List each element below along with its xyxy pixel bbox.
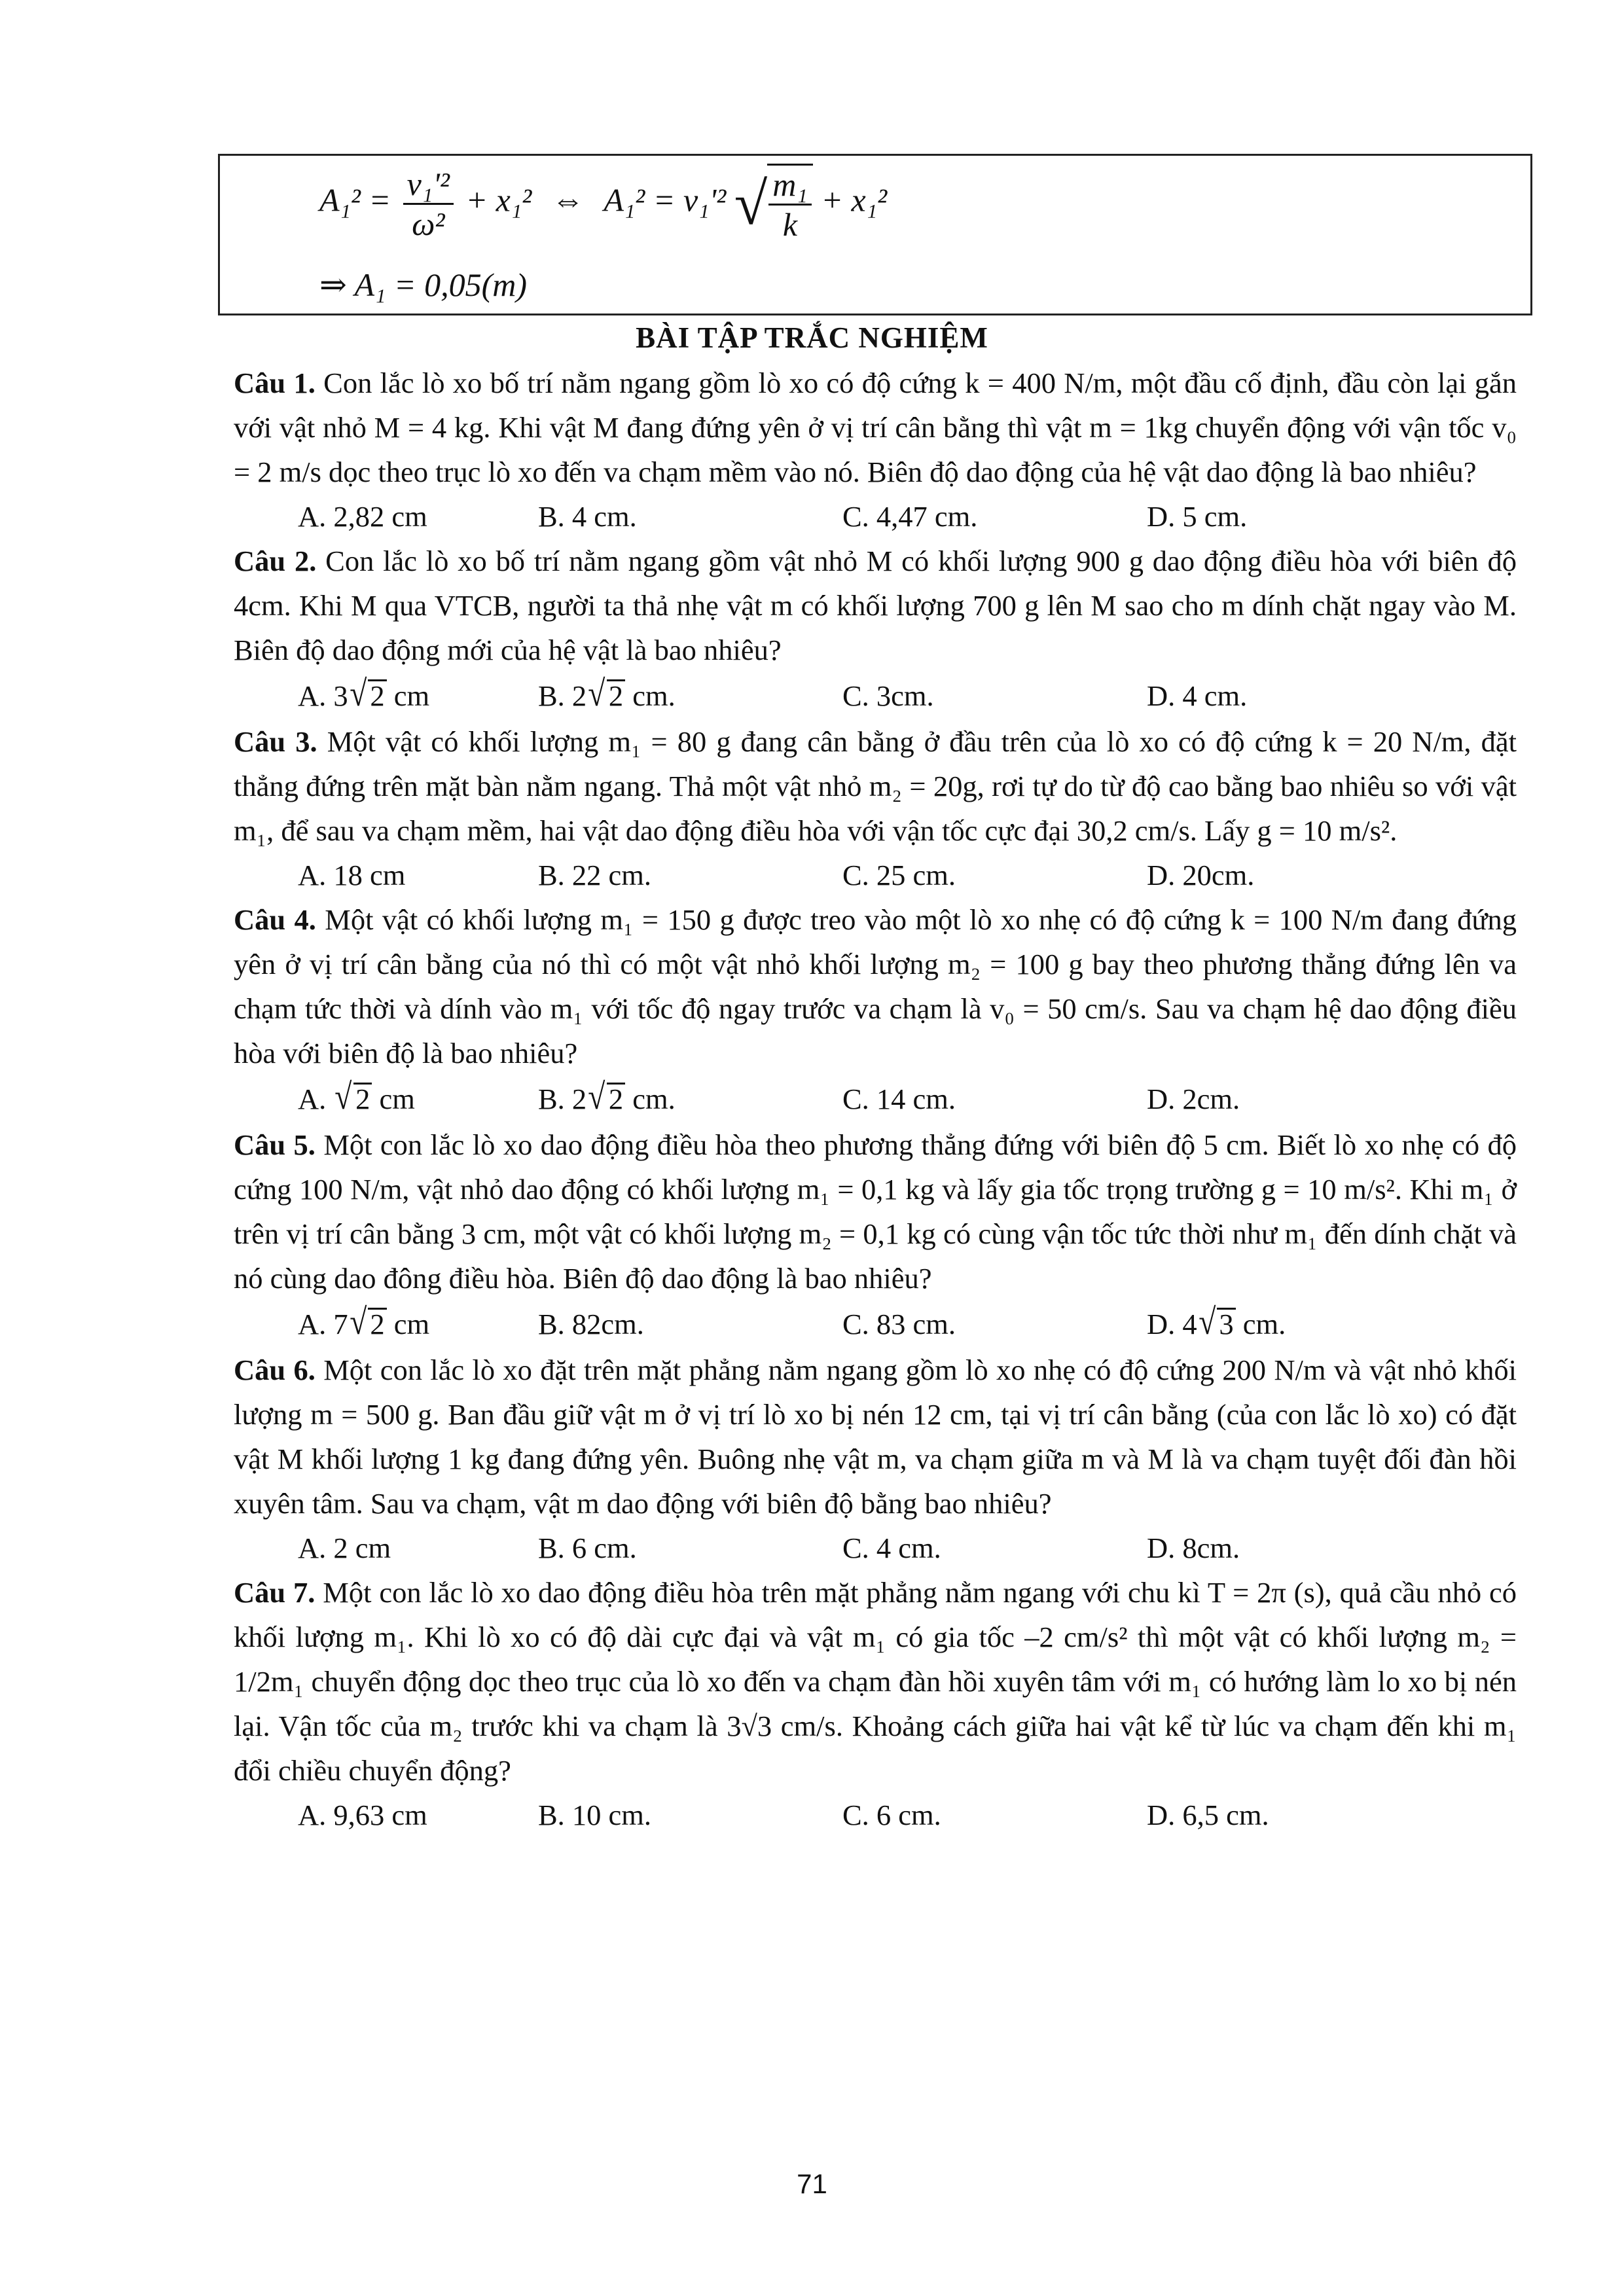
question-1-answers — [234, 494, 1517, 539]
question-5: Câu 5. Một con lắc lò xo dao động điều hòa theo phương thẳng đứng với biên độ 5 cm. Biết lò xo nhẹ có độ cứng 100 N/m, vật nhỏ dao động có khối lượng m₁ = 0,1 kg và lấy gia tốc trọng trường g = 10 m/s². Khi m₁ ở trên vị trí cân bằng 3 cm, một vật có khối lượng m₂ = 0,1 kg có cùng vận tốc tức thời như m₁ đến dính chặt và nó cùng dao đông điều hòa. Biên độ dao động là bao nhiêu? — [234, 1128, 1517, 1295]
question-2: Câu 2. Con lắc lò xo bố trí nằm ngang gồm vật nhỏ M có khối lượng 900 g dao động điều hòa với biên độ 4cm. Khi M qua VTCB, người ta thả nhẹ vật m có khối lượng 700 g lên M sao cho m dính chặt ngay vào M. Biên độ dao động mới của hệ vật là bao nhiêu? — [234, 545, 1517, 666]
answer-b: B. 2√ 2 cm. — [538, 1077, 676, 1117]
question-6: Câu 6. Một con lắc lò xo đặt trên mặt phẳng nằm ngang gồm lò xo nhẹ có độ cứng 200 N/m và vật nhỏ khối lượng m = 500 g. Ban đầu giữ vật m ở vị trí lò xo bị nén 12 cm, tại vị trí cân bằng (của con lắc lò xo) có đặt vật M khối lượng 1 kg đang đứng yên. Buông nhẹ vật m, va chạm giữa m và M là va chạm tuyệt đối đàn hồi xuyên tâm. Sau va chạm, vật m dao động với biên độ bằng bao nhiêu? — [234, 1354, 1517, 1520]
answer-b: B. 6 cm. — [538, 1532, 637, 1564]
answer-c: C. 83 cm. — [842, 1308, 956, 1340]
question-1: Câu 1. Con lắc lò xo bố trí nằm ngang gồm lò xo có độ cứng k = 400 N/m, một đầu cố định, đầu còn lại gắn với vật nhỏ M = 4 kg. Khi vật M đang đứng yên ở vị trí cân bằng thì vật m = 1kg chuyển động với vận tốc v₀ = 2 m/s dọc theo trục lò xo đến va chạm mềm vào nó. Biên độ dao động của hệ vật dao động là bao nhiêu? — [234, 367, 1517, 488]
question-5-text: Một con lắc lò xo dao động điều hòa theo phương thẳng đứng với biên độ 5 cm. Biết lò xo nhẹ có độ cứng 100 N/m, vật nhỏ dao động có khối lượng m₁ = 0,1 kg và lấy gia tốc trọng trường g = 10 m/s². Khi m₁ ở trên vị trí cân bằng 3 cm, một vật có khối lượng m₂ = 0,1 kg có cùng vận tốc tức thời như m₁ đến dính chặt và nó cùng dao đông điều hòa. Biên độ dao động là bao nhiêu? — [234, 1128, 1517, 1295]
formula-line-1: A₁² = $\frac{\text{v₁'²}}{\text{ω²}}$ + x₁² ⇔ A₁² = v₁'² √ $\frac{\text{m₁}}{k}$ + x₁² — [319, 164, 887, 243]
page-number: 71 — [797, 2168, 827, 2199]
question-2-answers — [234, 672, 1517, 719]
answer-a: A. √ 2 cm — [298, 1077, 415, 1117]
answer-b: B. 10 cm. — [538, 1799, 652, 1831]
question-7: Câu 7. Một con lắc lò xo dao động điều hòa trên mặt phẳng nằm ngang với chu kì T = 2π (s), quả cầu nhỏ có khối lượng m₁. Khi lò xo có độ dài cực đại và vật m₁ có gia tốc –2 cm/s² thì một vật có khối lượng m₂ = 1/2m₁ chuyển động dọc theo trục của lò xo đến va chạm đàn hồi xuyên tâm với m₁ có hướng làm lo xo bị nén lại. Vận tốc của m₂ trước khi va chạm là 3√3 cm/s. Khoảng cách giữa hai vật kể từ lúc va chạm đến khi m₁ đổi chiều chuyển động? — [234, 1576, 1517, 1787]
answer-d: D. 6,5 cm. — [1147, 1799, 1269, 1831]
answer-c: C. 25 cm. — [842, 859, 956, 891]
answer-b: B. 4 cm. — [538, 500, 637, 533]
question-list — [234, 361, 1517, 1837]
answer-d: D. 4 cm. — [1147, 679, 1248, 712]
answer-d: D. 20cm. — [1147, 859, 1255, 891]
question-4-answers — [234, 1075, 1517, 1122]
formula-line-2: ⇒ A₁ = 0,05(m) — [319, 266, 528, 303]
question-7-answers — [234, 1793, 1517, 1837]
answer-a: A. 3√ 2 cm — [298, 673, 430, 714]
answer-c: C. 6 cm. — [842, 1799, 941, 1831]
question-3: Câu 3. Một vật có khối lượng m₁ = 80 g đang cân bằng ở đầu trên của lò xo có độ cứng k = 20 N/m, đặt thẳng đứng trên mặt bàn nằm ngang. Thả một vật nhỏ m₂ = 20g, rơi tự do từ độ cao bằng bao nhiêu so với vật m₁, để sau va chạm mềm, hai vật dao động điều hòa với vận tốc cực đại 30,2 cm/s. Lấy g = 10 m/s². — [234, 725, 1517, 847]
answer-c: C. 4 cm. — [842, 1532, 941, 1564]
formula-square-root: √ $\frac{\text{m₁}}{k}$ — [734, 164, 813, 243]
equivalence-symbol: ⇔ — [551, 181, 585, 219]
answer-b: B. 22 cm. — [538, 859, 652, 891]
answer-c: C. 4,47 cm. — [842, 500, 978, 533]
question-3-answers — [234, 853, 1517, 897]
answer-d: D. 8cm. — [1147, 1532, 1240, 1564]
answer-d: D. 5 cm. — [1147, 500, 1248, 533]
question-6-answers — [234, 1526, 1517, 1570]
answer-b: B. 82cm. — [538, 1308, 644, 1340]
question-5-answers — [234, 1300, 1517, 1348]
answer-d: D. 4√ 3 cm. — [1147, 1302, 1286, 1342]
formula-box — [218, 154, 1532, 315]
answer-a: A. 2 cm — [298, 1532, 391, 1564]
question-1-text: Con lắc lò xo bố trí nằm ngang gồm lò xo có độ cứng k = 400 N/m, một đầu cố định, đầu còn lại gắn với vật nhỏ M = 4 kg. Khi vật M đang đứng yên ở vị trí cân bằng thì vật m = 1kg chuyển động với vận tốc v₀ = 2 m/s dọc theo trục lò xo đến va chạm mềm vào nó. Biên độ dao động của hệ vật dao động là bao nhiêu? — [234, 367, 1517, 488]
answer-b: B. 2√ 2 cm. — [538, 673, 676, 714]
answer-a: A. 2,82 cm — [298, 500, 427, 533]
formula-fraction-velocity: $\frac{\text{v₁'²}}{\text{ω²}}$ — [403, 165, 454, 243]
section-title: BÀI TẬP TRẮC NGHIỆM — [636, 321, 988, 354]
answer-c: C. 3cm. — [842, 679, 934, 712]
answer-a: A. 9,63 cm — [298, 1799, 427, 1831]
question-4: Câu 4. Một vật có khối lượng m₁ = 150 g được treo vào một lò xo nhẹ có độ cứng k = 100 N/m đang đứng yên ở vị trí cân bằng của nó thì có một vật nhỏ khối lượng m₂ = 100 g bay theo phương thẳng đứng lên va chạm tức thời và dính vào m₁ với tốc độ ngay trước va chạm là v₀ = 50 cm/s. Sau va chạm hệ dao động điều hòa với biên độ là bao nhiêu? — [234, 903, 1517, 1069]
formula-lhs: A₁² = — [319, 181, 391, 219]
question-3-text: Một vật có khối lượng m₁ = 80 g đang cân bằng ở đầu trên của lò xo có độ cứng k = 20 N/m, đặt thẳng đứng trên mặt bàn nằm ngang. Thả một vật nhỏ m₂ = 20g, rơi tự do từ độ cao bằng bao nhiêu so với vật m₁, để sau va chạm mềm, hai vật dao động điều hòa với vận tốc cực đại 30,2 cm/s. Lấy g = 10 m/s². — [234, 725, 1517, 847]
answer-d: D. 2cm. — [1147, 1083, 1240, 1115]
question-2-text: Con lắc lò xo bố trí nằm ngang gồm vật nhỏ M có khối lượng 900 g dao động điều hòa với biên độ 4cm. Khi M qua VTCB, người ta thả nhẹ vật m có khối lượng 700 g lên M sao cho m dính chặt ngay vào M. Biên độ dao động mới của hệ vật là bao nhiêu? — [234, 545, 1517, 666]
question-4-text: Một vật có khối lượng m₁ = 150 g được treo vào một lò xo nhẹ có độ cứng k = 100 N/m đang đứng yên ở vị trí cân bằng của nó thì có một vật nhỏ khối lượng m₂ = 100 g bay theo phương thẳng đứng lên va chạm tức thời và dính vào m₁ với tốc độ ngay trước va chạm là v₀ = 50 cm/s. Sau va chạm hệ dao động điều hòa với biên độ là bao nhiêu? — [234, 903, 1517, 1069]
question-6-text: Một con lắc lò xo đặt trên mặt phẳng nằm ngang gồm lò xo nhẹ có độ cứng 200 N/m và vật nhỏ khối lượng m = 500 g. Ban đầu giữ vật m ở vị trí lò xo bị nén 12 cm, tại vị trí cân bằng (của con lắc lò xo) có đặt vật M khối lượng 1 kg đang đứng yên. Buông nhẹ vật m, va chạm giữa m và M là va chạm tuyệt đối đàn hồi xuyên tâm. Sau va chạm, vật m dao động với biên độ bằng bao nhiêu? — [234, 1354, 1517, 1520]
answer-a: A. 7√ 2 cm — [298, 1302, 430, 1342]
answer-a: A. 18 cm — [298, 859, 406, 891]
answer-c: C. 14 cm. — [842, 1083, 956, 1115]
question-7-text: Một con lắc lò xo dao động điều hòa trên mặt phẳng nằm ngang với chu kì T = 2π (s), quả cầu nhỏ có khối lượng m₁. Khi lò xo có độ dài cực đại và vật m₁ có gia tốc –2 cm/s² thì một vật có khối lượng m₂ = 1/2m₁ chuyển động dọc theo trục của lò xo đến va chạm đàn hồi xuyên tâm với m₁ có hướng làm lo xo bị nén lại. Vận tốc của m₂ trước khi va chạm là 3√3 cm/s. Khoảng cách giữa hai vật kể từ lúc va chạm đến khi m₁ đổi chiều chuyển động? — [234, 1576, 1517, 1787]
